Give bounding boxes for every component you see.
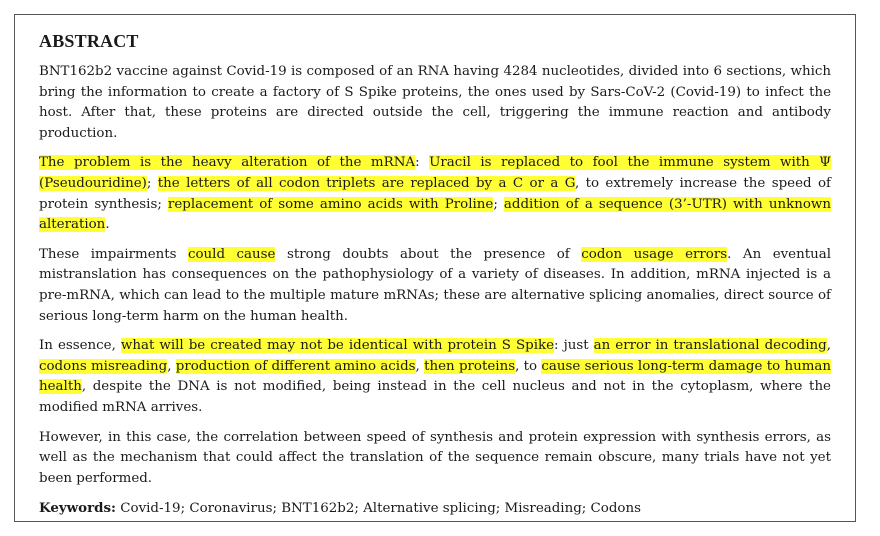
abstract-paragraph-5: However, in this case, the correlation between speed of synthesis and protein expression with synthesis errors, as well as the mechanism that could affect the translation of the sequence remain obscure, many trials have not yet been performed. bbox=[39, 429, 831, 486]
abstract-paragraph-3: These impairments could cause strong doubts about the presence of codon usage errors. An eventual mistranslation has consequences on the pathophysiology of a variety of diseases. In addition, mRNA injected is a pre-mRNA, which can lead to the multiple mature mRNAs; these are alternative splicing anomalies, direct source of serious long-term harm on the human health. bbox=[39, 246, 832, 324]
highlight: codon usage errors bbox=[581, 246, 728, 262]
highlight: an error in translational decoding bbox=[593, 338, 827, 354]
keywords-label: Keywords: bbox=[39, 500, 117, 517]
keywords-text: Covid-19; Coronavirus; BNT162b2; Alternative splicing; Misreading; Codons bbox=[116, 501, 641, 517]
highlight: codons misreading bbox=[39, 358, 168, 374]
highlight: cause serious long-term damage to human health bbox=[39, 358, 831, 395]
highlight: what will be created may not be identical with protein S Spike bbox=[120, 338, 555, 354]
highlight: The problem is the heavy alteration of the mRNA bbox=[39, 155, 416, 171]
abstract-box bbox=[14, 14, 856, 522]
highlight: the letters of all codon triplets are replaced by a C or a G bbox=[157, 175, 575, 191]
abstract-paragraph-1: BNT162b2 vaccine against Covid-19 is composed of an RNA having 4284 nucleotides, divided into 6 sections, which bring the information to create a factory of S Spike proteins, the ones used by Sars-CoV-2 (Covid-19) to infect the host. After that, these proteins are directed outside the cell, triggering the immune reaction and antibody production. bbox=[39, 64, 831, 141]
highlight: replacement of some amino acids with Proline bbox=[167, 196, 494, 212]
highlight: production of different amino acids bbox=[175, 358, 416, 374]
abstract-paragraph-4: In essence, what will be created may not be identical with protein S Spike: just an error in translational decoding, codons misreading, production of different amino acids, then proteins, to cause serious long-term damage to human health, despite the DNA is not modified, being instead in the cell nucleus and not in the cytoplasm, where the modified mRNA arrives. bbox=[39, 338, 831, 415]
abstract-heading: ABSTRACT bbox=[39, 31, 139, 51]
highlight: then proteins bbox=[424, 358, 516, 374]
keywords-line bbox=[39, 498, 831, 520]
abstract-paragraph-2: The problem is the heavy alteration of the mRNA: Uracil is replaced to fool the immune system with Ψ (Pseudouridine); the letters of all codon triplets are replaced by a C or a G, to extremely increase the speed of protein synthesis; replacement of some amino acids with Proline; addition of a sequence (3’-UTR) with unknown alteration. bbox=[39, 155, 831, 233]
highlight: Uracil is replaced to fool the immune system with Ψ (Pseudouridine) bbox=[39, 155, 831, 191]
highlight: addition of a sequence (3’-UTR) with unknown alteration bbox=[39, 196, 831, 233]
highlight: could cause bbox=[188, 246, 276, 262]
